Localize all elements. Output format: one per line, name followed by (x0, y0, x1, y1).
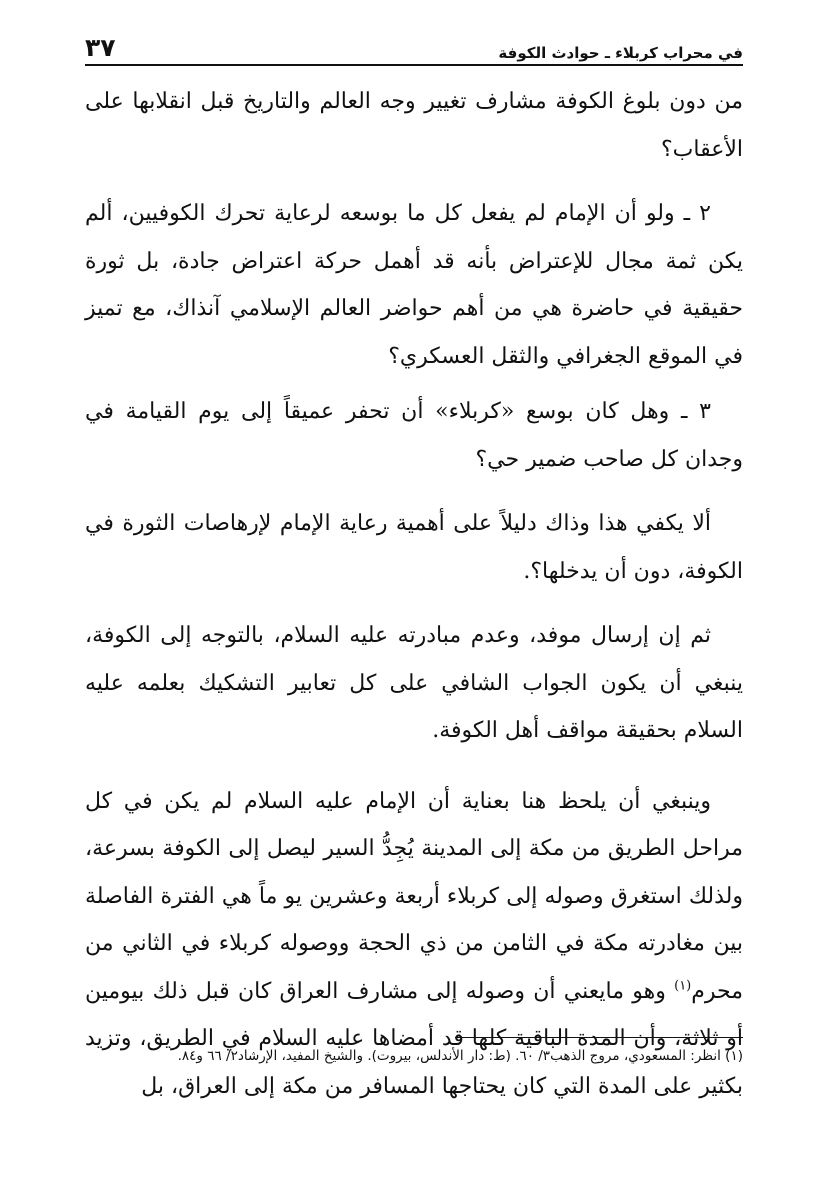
footnote-rule (455, 1037, 743, 1038)
paragraph-1: من دون بلوغ الكوفة مشارف تغيير وجه العالم والتاريخ قبل انقلابها على الأعقاب؟ (85, 89, 743, 162)
paragraph-6-text-a: وينبغي أن يلحظ هنا بعناية أن الإمام عليه السلام لم يكن في كل مراحل الطريق من مكة إلى المدينة يُجِدُّ السير ليصل إلى الكوفة بسرعة، ولذلك استغرق وصوله إلى كربلاء أربعة وعشرين يو ماً هي الفترة الفاصلة بين مغادرته مكة في الثامن من ذي الحجة ووصوله كربلاء في الثاني من محرم (85, 788, 743, 1004)
paragraph-3: ٣ ـ وهل كان بوسع «كربلاء» أن تحفر عميقاً إلى يوم القيامة في وجدان كل صاحب ضمير حي؟ (85, 399, 743, 472)
footnote-reference-1[interactable]: (١) (674, 978, 692, 994)
footnotes (85, 1043, 743, 1070)
body-text (85, 78, 743, 1110)
header-rule (85, 64, 743, 66)
paragraph-4: ألا يكفي هذا وذاك دليلاً على أهمية رعاية الإمام لإرهاصات الثورة في الكوفة، دون أن يدخلها؟. (85, 511, 743, 584)
paragraph-5: ثم إن إرسال موفد، وعدم مبادرته عليه السلام، بالتوجه إلى الكوفة، ينبغي أن يكون الجواب الشافي على كل تعابير التشكيك بعلمه عليه السلام بحقيقة مواقف أهل الكوفة. (85, 623, 743, 743)
page-number: ٣٧ (85, 33, 116, 62)
footnote-1: (١) انظر: المسعودي، مروج الذهب٣/ ٦٠. (ط: دار الأندلس، بيروت). والشيخ المفيد، الإرشاد٢/ ٦٦ و٨٤. (177, 1048, 743, 1064)
paragraph-6-text-b: وهو مايعني أن وصوله إلى مشارف العراق كان قبل ذلك بيومين أو ثلاثة، وأن المدة الباقية كلها قد أمضاها عليه السلام في الطريق، وتزيد بكثير على المدة التي كان يحتاجها المسافر من مكة إلى العراق، بل (85, 978, 743, 1099)
running-header (85, 28, 743, 62)
running-header-title: في محراب كربلاء ـ حوادث الكوفة (498, 44, 743, 62)
paragraph-2: ٢ ـ ولو أن الإمام لم يفعل كل ما بوسعه لرعاية تحرك الكوفيين، ألم يكن ثمة مجال للإعتراض بأنه قد أهمل حركة اعتراض جادة، بل ثورة حقيقية في حاضرة هي من أهم حواضر العالم الإسلامي آنذاك، مع تميز في الموقع الجغرافي والثقل العسكري؟ (85, 201, 743, 369)
